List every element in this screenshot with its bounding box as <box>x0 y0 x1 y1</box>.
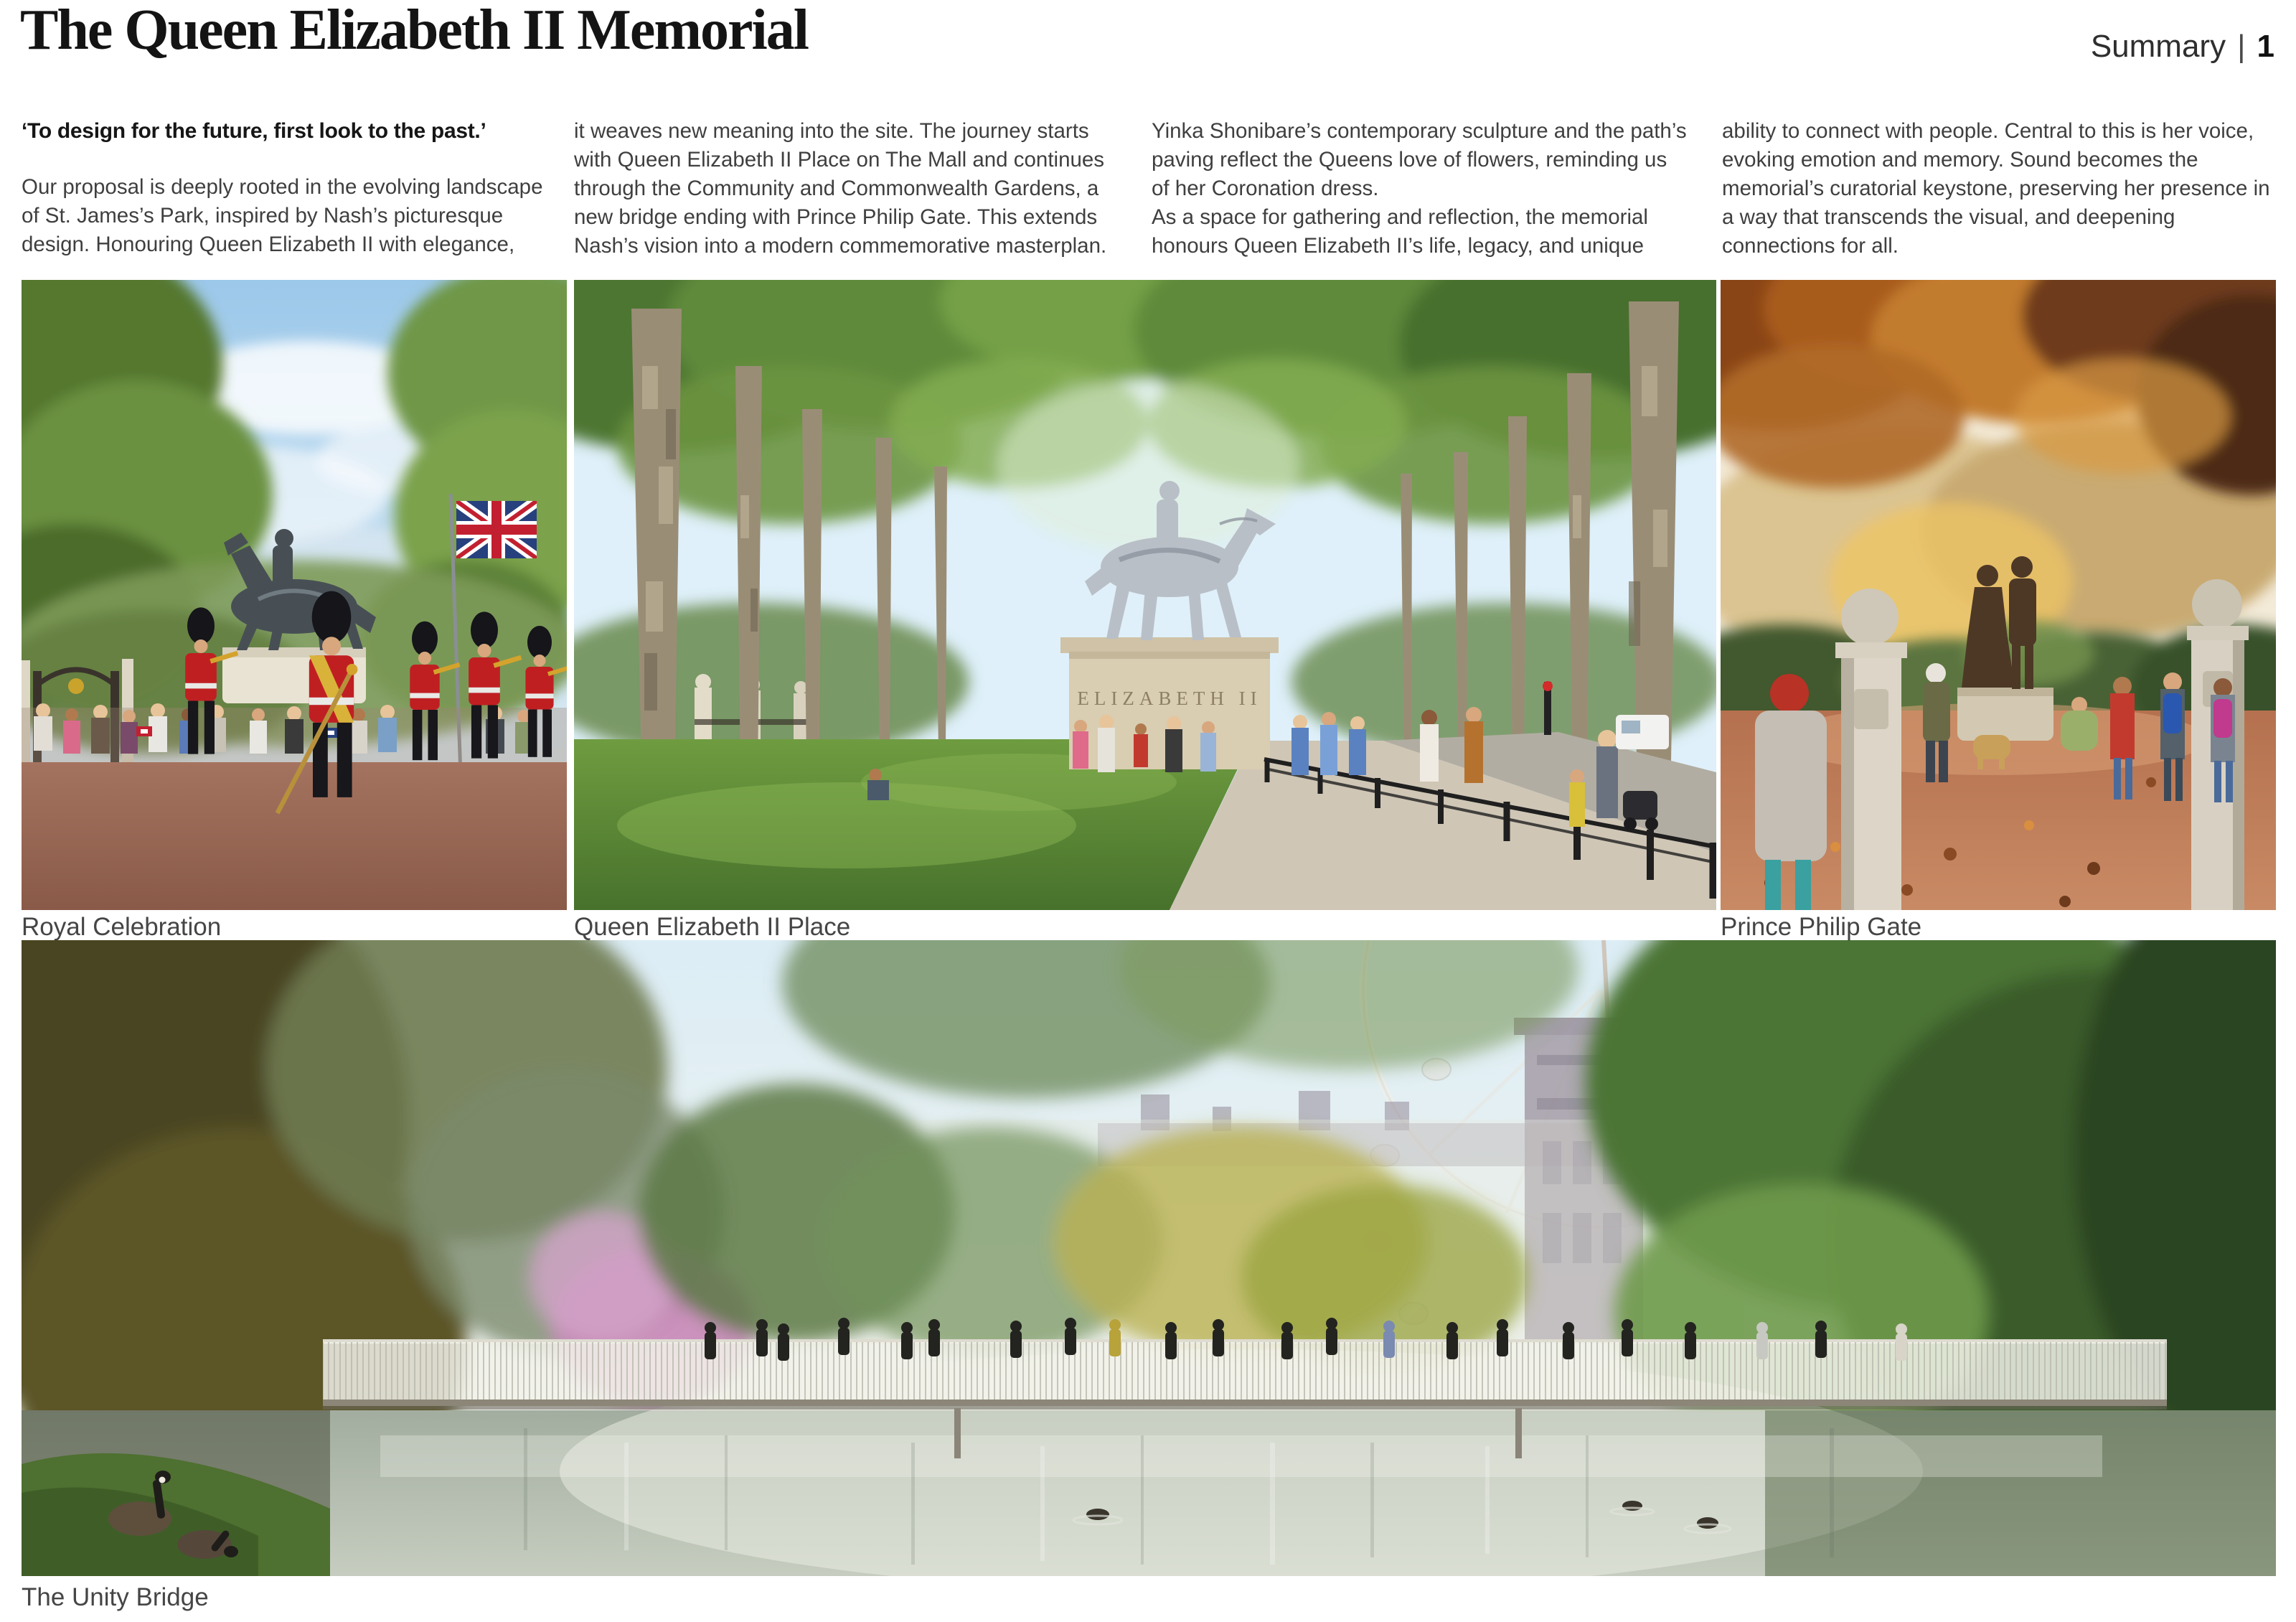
caption-royal-celebration: Royal Celebration <box>22 913 222 941</box>
intro-text-3b: As a space for gathering and reflection, the memorial honours Queen Elizabeth II’s life, legacy, and unique <box>1152 205 1648 258</box>
design-quote: ‘To design for the future, first look to the past.’ <box>22 119 486 143</box>
image-prince-philip-gate <box>1721 280 2276 910</box>
intro-column-1 <box>22 117 558 259</box>
caption-the-unity-bridge: The Unity Bridge <box>22 1583 209 1611</box>
image-queen-elizabeth-ii-place <box>574 280 1716 910</box>
plinth-inscription: ELIZABETH II <box>1077 688 1262 709</box>
intro-text-3a: Yinka Shonibare’s contemporary sculpture and the path’s paving reflect the Queens love of flowers, reminding us of her Coronation dress. <box>1152 119 1687 200</box>
caption-queen-elizabeth-ii-place: Queen Elizabeth II Place <box>574 913 851 941</box>
intro-text-2: it weaves new meaning into the site. The journey starts with Queen Elizabeth II Place on The Mall and continues through the Community and Commonwealth Gardens, a new bridge ending with Prince Philip Gate. This extends Nash’s vision into a modern commemorative masterplan. <box>574 119 1107 258</box>
image-the-unity-bridge <box>22 940 2276 1576</box>
page-number: 1 <box>2257 29 2274 64</box>
intro-text-4: ability to connect with people. Central to this is her voice, evoking emotion and memory. Sound becomes the memorial’s curatorial keystone, preserving her presence in a way that transcends the visual, and deepening connections for all. <box>1722 119 2270 258</box>
intro-column-2 <box>574 117 1111 261</box>
page-title: The Queen Elizabeth II Memorial <box>20 0 808 62</box>
image-royal-celebration <box>22 280 567 910</box>
intro-column-3 <box>1152 117 1688 261</box>
intro-column-4 <box>1722 117 2274 261</box>
section-label: Summary <box>2090 29 2226 64</box>
intro-text-1: Our proposal is deeply rooted in the evolving landscape of St. James’s Park, inspired by Nash’s picturesque design. Honouring Queen Elizabeth II with elegance, <box>22 175 543 256</box>
page-indicator <box>2091 29 2274 65</box>
separator: | <box>2237 29 2246 64</box>
caption-prince-philip-gate: Prince Philip Gate <box>1721 913 1922 941</box>
